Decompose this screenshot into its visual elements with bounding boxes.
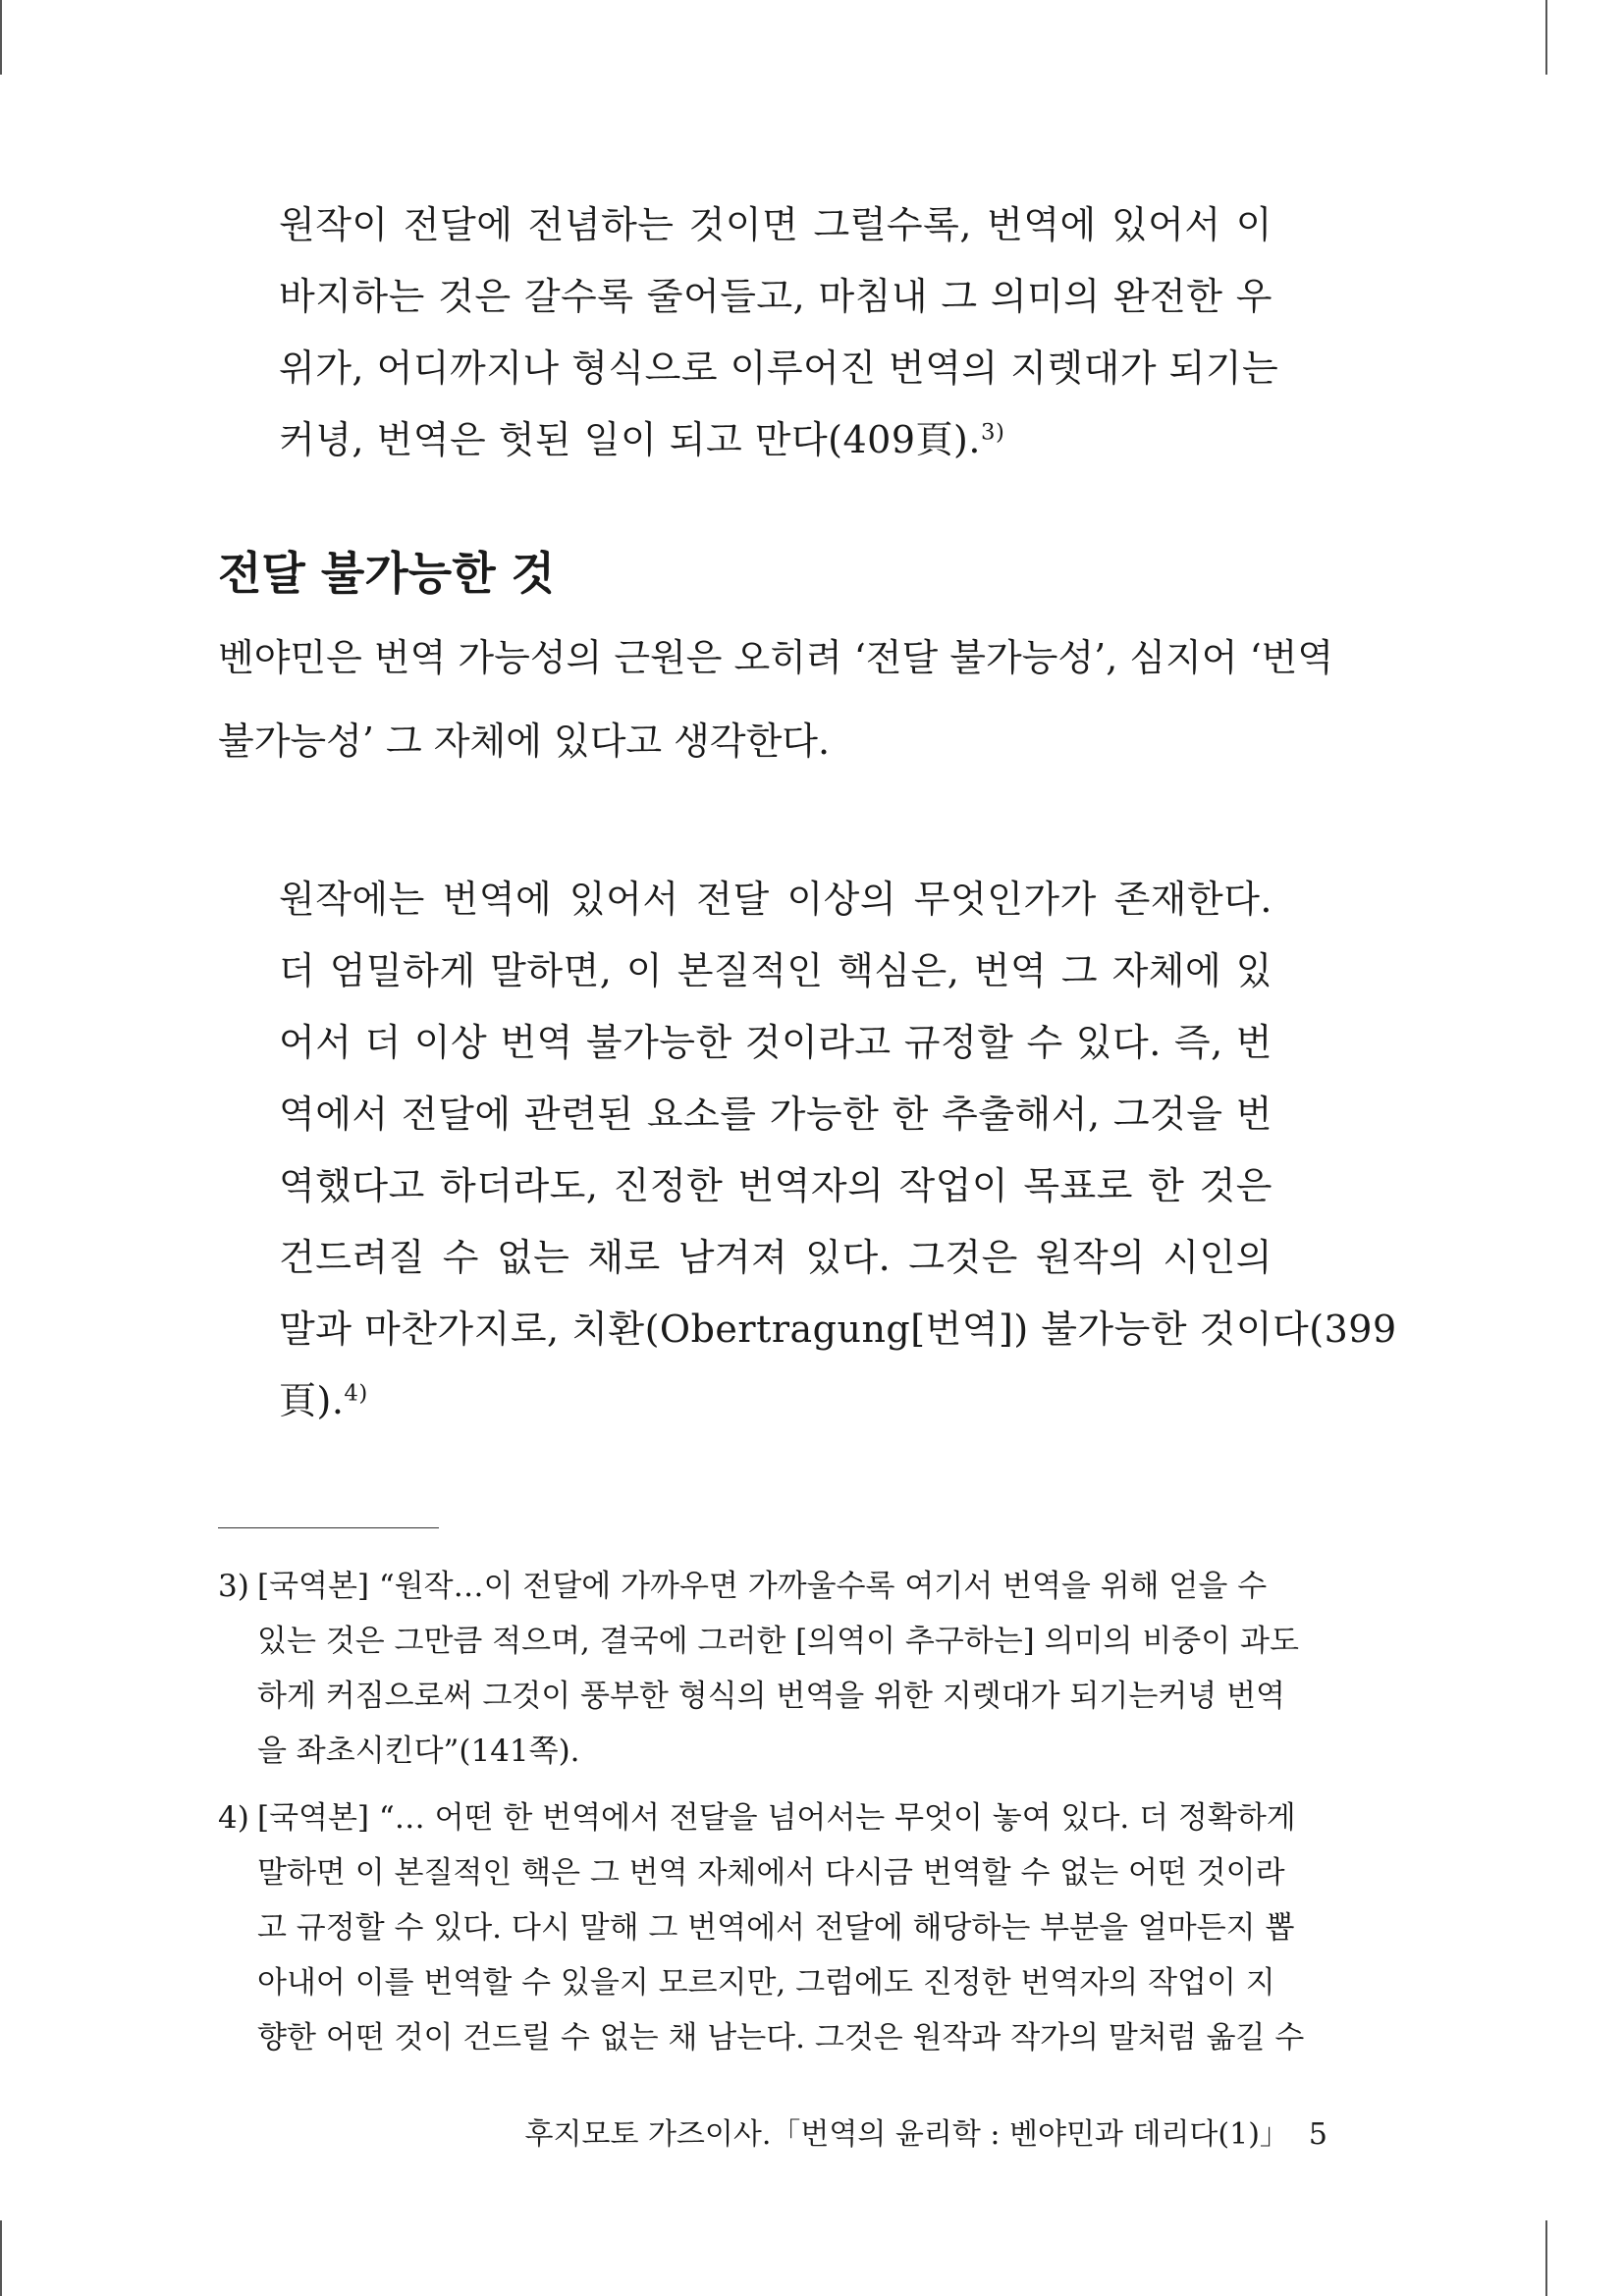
quote-line: 원작이 전달에 전념하는 것이면 그럴수록, 번역에 있어서 이 xyxy=(279,203,1272,246)
quote-line-last xyxy=(279,1365,1272,1437)
footnote-number: 3) xyxy=(218,1569,249,1604)
footnote-line: [국역본] “… 어떤 한 번역에서 전달을 넘어서는 무엇이 놓여 있다. 더 정확하게 xyxy=(257,1800,1296,1836)
body-paragraph xyxy=(218,616,1334,783)
quote-line-text: 커녕, 번역은 헛된 일이 되고 만다(409頁). xyxy=(279,418,981,461)
quote-line: 더 엄밀하게 말하면, 이 본질적인 핵심은, 번역 그 자체에 있 xyxy=(279,949,1272,992)
footnotes xyxy=(218,1559,1327,2077)
quote-line: 역에서 전달에 관련된 요소를 가능한 한 추출해서, 그것을 번 xyxy=(279,1093,1272,1136)
quote-line: 바지하는 것은 갈수록 줄어들고, 마침내 그 의미의 완전한 우 xyxy=(279,275,1272,318)
block-quote-1 xyxy=(279,189,1279,476)
page-number: 5 xyxy=(1308,2117,1327,2152)
footnote-3 xyxy=(218,1559,1327,1779)
quote-line-text: 頁). xyxy=(279,1379,345,1422)
body-line: 불가능성’ 그 자체에 있다고 생각한다. xyxy=(218,720,831,763)
block-quote-2 xyxy=(279,864,1397,1437)
crop-mark-top-right xyxy=(1545,0,1547,75)
body-line: 벤야민은 번역 가능성의 근원은 오히려 ‘전달 불가능성’, 심지어 ‘번역 xyxy=(218,636,1334,679)
footnote-line: 말하면 이 본질적인 핵은 그 번역 자체에서 다시금 번역할 수 없는 어떤 것이라 xyxy=(257,1855,1285,1891)
footnote-line: 을 좌초시킨다”(141쪽). xyxy=(257,1734,580,1769)
footnote-ref-3[interactable]: 3) xyxy=(980,419,1005,446)
footnote-line: 하게 커짐으로써 그것이 풍부한 형식의 번역을 위한 지렛대가 되기는커녕 번역 xyxy=(257,1679,1285,1714)
crop-mark-bottom-left xyxy=(0,2220,2,2296)
crop-mark-bottom-right xyxy=(1545,2220,1547,2296)
section-heading: 전달 불가능한 것 xyxy=(218,547,556,600)
footnote-line: 있는 것은 그만큼 적으며, 결국에 그러한 [의역이 추구하는] 의미의 비중이 과도 xyxy=(257,1624,1299,1659)
footnote-line: [국역본] “원작…이 전달에 가까우면 가까울수록 여기서 번역을 위해 얻을 수 xyxy=(257,1569,1268,1604)
running-footer xyxy=(525,2115,1328,2155)
quote-line: 위가, 어디까지나 형식으로 이루어진 번역의 지렛대가 되기는 xyxy=(279,347,1279,390)
footnote-divider xyxy=(218,1527,439,1528)
footnote-line: 향한 어떤 것이 건드릴 수 없는 채 남는다. 그것은 원작과 작가의 말처럼 옮길 수 xyxy=(257,2020,1305,2056)
quote-line: 말과 마찬가지로, 치환(Obertragung[번역]) 불가능한 것이다(399 xyxy=(279,1308,1397,1351)
quote-line-last xyxy=(279,404,1272,476)
footnote-4 xyxy=(218,1790,1327,2065)
footnote-ref-4[interactable]: 4) xyxy=(344,1380,368,1407)
footnote-line: 아내어 이를 번역할 수 있을지 모르지만, 그럼에도 진정한 번역자의 작업이 지 xyxy=(257,1965,1275,2001)
crop-mark-top-left xyxy=(0,0,2,75)
running-footer-title: 후지모토 가즈이사.「번역의 윤리학 : 벤야민과 데리다(1)」 xyxy=(524,2117,1289,2152)
footnote-number: 4) xyxy=(218,1800,249,1836)
footnote-line: 고 규정할 수 있다. 다시 말해 그 번역에서 전달에 해당하는 부분을 얼마든지 뽑 xyxy=(257,1910,1295,1946)
quote-line: 어서 더 이상 번역 불가능한 것이라고 규정할 수 있다. 즉, 번 xyxy=(279,1021,1272,1064)
quote-line: 역했다고 하더라도, 진정한 번역자의 작업이 목표로 한 것은 xyxy=(279,1164,1272,1207)
quote-line: 원작에는 번역에 있어서 전달 이상의 무엇인가가 존재한다. xyxy=(279,878,1272,921)
quote-line: 건드려질 수 없는 채로 남겨져 있다. 그것은 원작의 시인의 xyxy=(279,1236,1272,1279)
